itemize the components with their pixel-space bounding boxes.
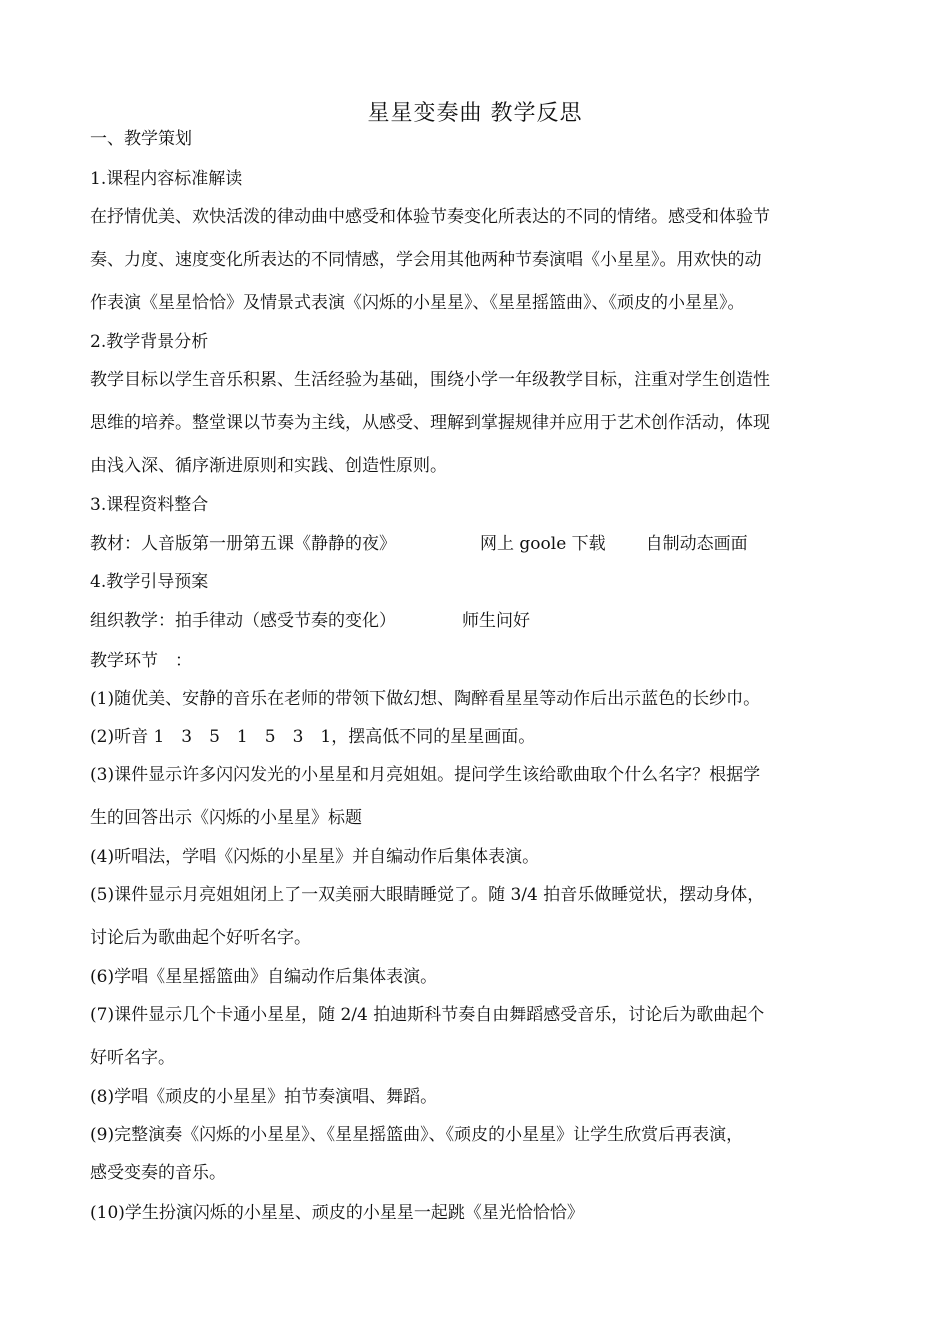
materials-line <box>90 533 748 555</box>
paragraph-line: 在抒情优美、欢快活泼的律动曲中感受和体验节奏变化所表达的不同的情绪。感受和体验节 <box>90 207 770 227</box>
paragraph-line: 教学目标以学生音乐积累、生活经验为基础，围绕小学一年级教学目标，注重对学生创造性 <box>90 370 770 390</box>
organize-line <box>90 610 530 632</box>
paragraph-line: 思维的培养。整堂课以节奏为主线，从感受、理解到掌握规律并应用于艺术创作活动，体现 <box>90 413 770 433</box>
page-title: 星星变奏曲 教学反思 <box>367 101 583 126</box>
step-line: 好听名字。 <box>90 1048 175 1068</box>
materials-textbook: 教材：人音版第一册第五课《静静的夜》 <box>90 534 396 554</box>
subheading-3: 3.课程资料整合 <box>90 495 209 515</box>
step-line: 生的回答出示《闪烁的小星星》标题 <box>90 808 362 828</box>
step-line: 讨论后为歌曲起个好听名字。 <box>90 928 311 948</box>
paragraph-line: 由浅入深、循序渐进原则和实践、创造性原则。 <box>90 456 447 476</box>
steps-label: 教学环节 ： <box>90 651 192 671</box>
subheading-4: 4.教学引导预案 <box>90 572 209 592</box>
section-heading: 一、教学策划 <box>90 129 192 149</box>
subheading-1: 1.课程内容标准解读 <box>90 169 243 189</box>
greeting: 师生问好 <box>462 611 530 631</box>
subheading-2: 2.教学背景分析 <box>90 332 209 352</box>
paragraph-line: 奏、力度、速度变化所表达的不同情感，学会用其他两种节奏演唱《小星星》。用欢快的动 <box>90 250 762 270</box>
step-line: (2)听音 1 3 5 1 5 3 1，摆高低不同的星星画面。 <box>90 727 536 747</box>
step-line: (1)随优美、安静的音乐在老师的带领下做幻想、陶醉看星星等动作后出示蓝色的长纱巾。 <box>90 689 761 709</box>
step-line: (5)课件显示月亮姐姐闭上了一双美丽大眼睛睡觉了。随 3/4 拍音乐做睡觉状，摆动身体， <box>90 885 765 905</box>
step-line: (6)学唱《星星摇篮曲》自编动作后集体表演。 <box>90 967 438 987</box>
step-line: (4)听唱法，学唱《闪烁的小星星》并自编动作后集体表演。 <box>90 847 540 867</box>
step-line: (3)课件显示许多闪闪发光的小星星和月亮姐姐。提问学生该给歌曲取个什么名字？根据学 <box>90 765 761 785</box>
step-line: (10)学生扮演闪烁的小星星、顽皮的小星星一起跳《星光恰恰恰》 <box>90 1203 584 1223</box>
paragraph-line: 作表演《星星恰恰》及情景式表演《闪烁的小星星》、《星星摇篮曲》、《顽皮的小星星》。 <box>90 293 745 313</box>
step-line: (8)学唱《顽皮的小星星》拍节奏演唱、舞蹈。 <box>90 1087 438 1107</box>
step-line: (7)课件显示几个卡通小星星，随 2/4 拍迪斯科节奏自由舞蹈感受音乐，讨论后为歌曲起个 <box>90 1005 765 1025</box>
materials-animation: 自制动态画面 <box>645 534 748 554</box>
step-line: (9)完整演奏《闪烁的小星星》、《星星摇篮曲》、《顽皮的小星星》让学生欣赏后再表演， <box>90 1125 744 1145</box>
step-line: 感受变奏的音乐。 <box>90 1163 226 1183</box>
materials-download: 网上 goole 下载 <box>480 534 606 554</box>
organize-teaching: 组织教学：拍手律动（感受节奏的变化） <box>90 611 396 631</box>
